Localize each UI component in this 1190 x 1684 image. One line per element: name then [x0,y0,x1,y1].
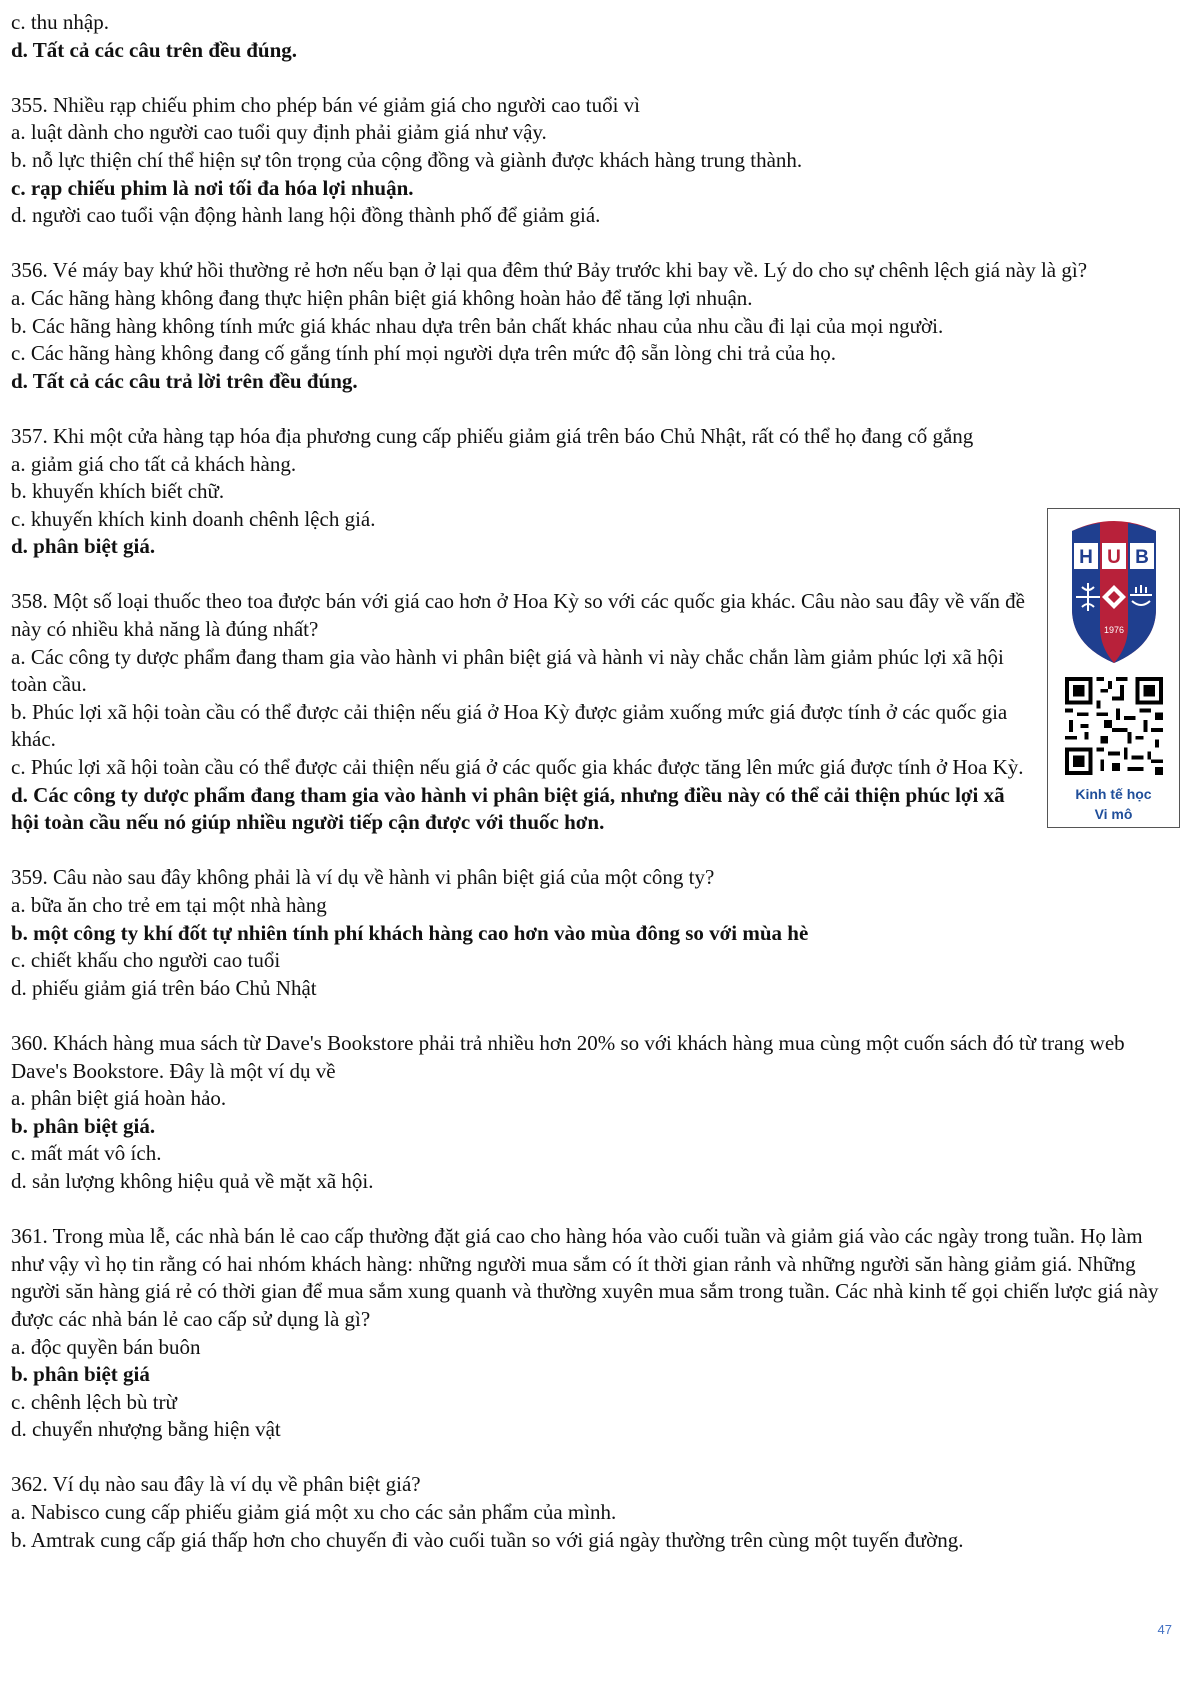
option-a: a. bữa ăn cho trẻ em tại một nhà hàng [11,893,327,917]
option-d-answer: d. Tất cả các câu trên đều đúng. [11,37,298,62]
option-c: c. Phúc lợi xã hội toàn cầu có thể được cải thiện nếu giá ở các quốc gia khác được tăng lên mức giá được tính ở Hoa Kỳ. [11,755,1024,780]
question-359 [11,864,1171,1002]
question-357 [11,423,1171,561]
logo-caption-course: Vi mô [1094,806,1133,822]
option-a: a. giảm giá cho tất cả khách hàng. [11,451,297,476]
question-361 [11,1223,1171,1444]
option-a: a. độc quyền bán buôn [11,1334,201,1359]
option-d: d. người cao tuổi vận động hành lang hội đồng thành phố để giảm giá. [11,203,601,228]
previous-question-tail [11,9,1171,64]
option-d: d. sản lượng không hiệu quả về mặt xã hội. [11,1168,374,1193]
question-text: 355. Nhiều rạp chiếu phim cho phép bán vé giảm giá cho người cao tuổi vì [11,92,640,117]
option-c: c. chênh lệch bù trừ [11,1389,177,1414]
option-d-answer: d. Các công ty dược phẩm đang tham gia vào hành vi phân biệt giá, nhưng điều này có thể cải thiện phúc lợi xã hội toàn cầu nếu nó giúp nhiều người tiếp cận được với thuốc hơn. [11,782,1005,835]
logo-letter-b: B [1135,547,1149,568]
option-b-answer: b. một công ty khí đốt tự nhiên tính phí khách hàng cao hơn vào mùa đông so với mùa hè [11,920,809,945]
logo-letter-h: H [1079,547,1093,568]
option-b: b. nỗ lực thiện chí thể hiện sự tôn trọng của cộng đồng và giành được khách hàng trung thành. [11,147,803,172]
question-356 [11,257,1171,395]
question-362 [11,1471,1171,1554]
option-c: c. thu nhập. [11,10,109,34]
option-b: b. Các hãng hàng không tính mức giá khác nhau dựa trên bản chất khác nhau của nhu cầu đi lại của mọi người. [11,313,944,338]
option-a: a. Các hãng hàng không đang thực hiện phân biệt giá không hoàn hảo để tăng lợi nhuận. [11,285,753,310]
option-b-answer: b. phân biệt giá [11,1362,150,1387]
option-c: c. khuyến khích kinh doanh chênh lệch giá. [11,506,376,531]
option-c-answer: c. rạp chiếu phim là nơi tối đa hóa lợi nhuận. [11,175,414,200]
option-c: c. chiết khấu cho người cao tuổi [11,948,281,973]
question-text: 362. Ví dụ nào sau đây là ví dụ về phân biệt giá? [11,1472,421,1497]
question-text: 357. Khi một cửa hàng tạp hóa địa phương cung cấp phiếu giảm giá trên báo Chủ Nhật, rất có thể họ đang cố gắng [11,423,974,448]
option-a: a. phân biệt giá hoàn hảo. [11,1086,227,1111]
question-text: 360. Khách hàng mua sách từ Dave's Bookstore phải trả nhiều hơn 20% so với khách hàng mua cùng một cuốn sách đó từ trang web Dave's Bookstore. Đây là một ví dụ về [11,1030,1125,1083]
question-text: 361. Trong mùa lễ, các nhà bán lẻ cao cấp thường đặt giá cao cho hàng hóa vào cuối tuần và giảm giá vào các ngày trong tuần. Họ làm như vậy vì họ tin rằng có hai nhóm khách hàng: những người mua sắm có ít thời gian rảnh và những người săn hàng giảm giá. Những người săn hàng giá rẻ có thời gian để mua sắm xung quanh và thường xuyên mua sắm trong tuần. Các nhà kinh tế gọi chiến lược giá này được các nhà bán lẻ cao cấp sử dụng là gì? [11,1224,1159,1331]
logo-caption-subject: Kinh tế học [1075,786,1152,802]
option-d: d. chuyển nhượng bằng hiện vật [11,1417,281,1442]
option-d-answer: d. phân biệt giá. [11,534,156,559]
option-d-answer: d. Tất cả các câu trả lời trên đều đúng. [11,368,358,393]
option-c: c. mất mát vô ích. [11,1141,162,1166]
option-d: d. phiếu giảm giá trên báo Chủ Nhật [11,975,317,1000]
logo-year: 1976 [1103,625,1125,635]
option-b-answer: b. phân biệt giá. [11,1113,156,1138]
hub-logo-box [1047,508,1180,828]
option-c: c. Các hãng hàng không đang cố gắng tính phí mọi người dựa trên mức độ sẵn lòng chi trả của họ. [11,341,836,366]
page-number: 47 [1157,1622,1172,1637]
hub-shield-logo [1064,517,1164,665]
option-b: b. khuyến khích biết chữ. [11,479,225,504]
option-a: a. Nabisco cung cấp phiếu giảm giá một xu cho các sản phẩm của mình. [11,1500,617,1525]
document-page [11,9,1171,1554]
option-a: a. Các công ty dược phẩm đang tham gia vào hành vi phân biệt giá và hành vi này chắc chắn làm giảm phúc lợi xã hội toàn cầu. [11,644,1004,697]
option-b: b. Amtrak cung cấp giá thấp hơn cho chuyến đi vào cuối tuần so với giá ngày thường trên cùng một tuyến đường. [11,1527,964,1552]
logo-letter-u: U [1107,547,1121,568]
option-a: a. luật dành cho người cao tuổi quy định phải giảm giá như vậy. [11,120,547,145]
question-355 [11,92,1171,230]
option-b: b. Phúc lợi xã hội toàn cầu có thể được cải thiện nếu giá ở Hoa Kỳ được giảm xuống mức giá được tính ở các quốc gia khác. [11,699,1008,752]
question-358 [11,588,1031,836]
question-text: 356. Vé máy bay khứ hồi thường rẻ hơn nếu bạn ở lại qua đêm thứ Bảy trước khi bay về. Lý do cho sự chênh lệch giá này là gì? [11,258,1088,283]
question-360 [11,1030,1171,1196]
qr-code-icon [1065,677,1163,775]
question-text: 359. Câu nào sau đây không phải là ví dụ về hành vi phân biệt giá của một công ty? [11,865,715,890]
question-text: 358. Một số loại thuốc theo toa được bán với giá cao hơn ở Hoa Kỳ so với các quốc gia khác. Câu nào sau đây về vấn đề này có nhiều khả năng là đúng nhất? [11,589,1025,642]
